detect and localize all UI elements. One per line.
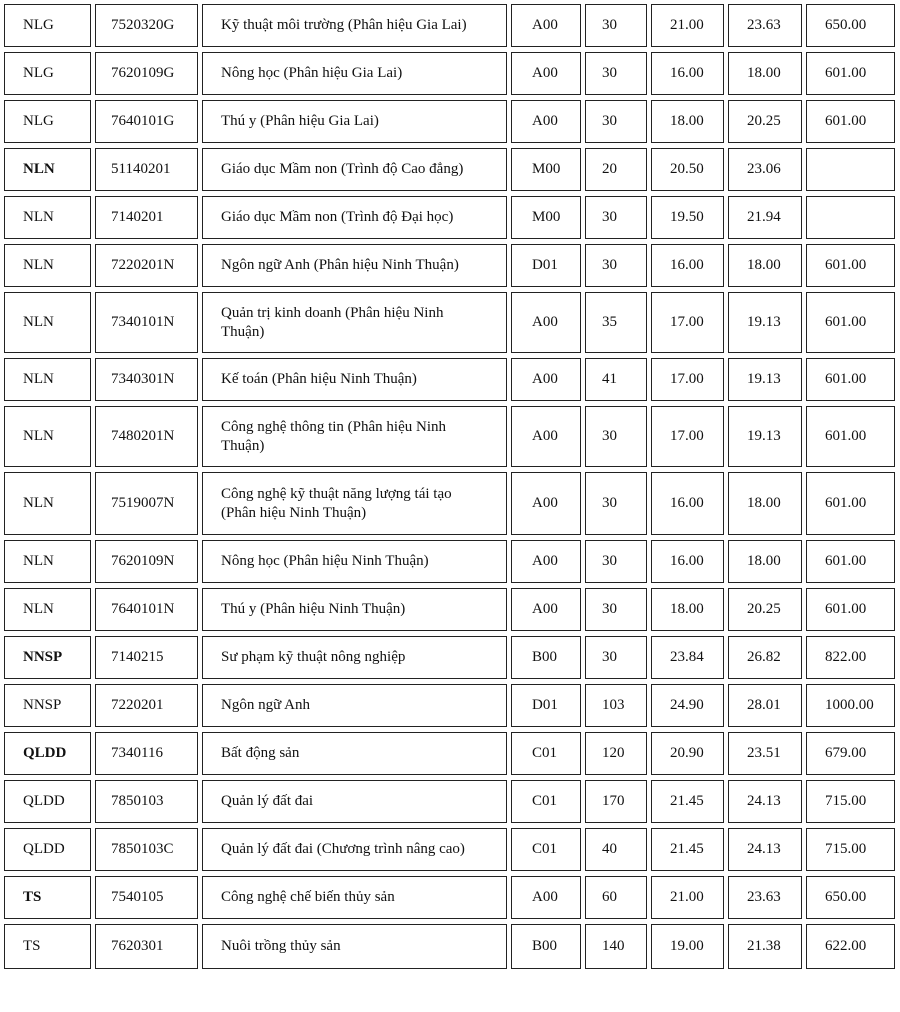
table-row xyxy=(0,472,900,535)
code-cell: 7140215 xyxy=(95,636,198,679)
quota-cell: 40 xyxy=(585,828,647,871)
school-cell: TS xyxy=(4,876,91,919)
quota-cell: 30 xyxy=(585,196,647,239)
table-row xyxy=(0,588,900,631)
score1-cell: 23.84 xyxy=(651,636,724,679)
table-row xyxy=(0,540,900,583)
major-cell: Ngôn ngữ Anh xyxy=(202,684,507,727)
code-cell: 7340101N xyxy=(95,292,198,353)
score3-cell: 601.00 xyxy=(806,472,895,535)
combo-cell: A00 xyxy=(511,540,581,583)
code-cell: 7340116 xyxy=(95,732,198,775)
score3-cell: 601.00 xyxy=(806,244,895,287)
table-row xyxy=(0,780,900,823)
code-cell: 51140201 xyxy=(95,148,198,191)
quota-cell: 30 xyxy=(585,588,647,631)
score3-cell: 622.00 xyxy=(806,924,895,969)
code-cell: 7540105 xyxy=(95,876,198,919)
combo-cell: C01 xyxy=(511,828,581,871)
score1-cell: 20.50 xyxy=(651,148,724,191)
combo-cell: C01 xyxy=(511,780,581,823)
code-cell: 7620109G xyxy=(95,52,198,95)
combo-cell: B00 xyxy=(511,636,581,679)
score3-cell: 601.00 xyxy=(806,588,895,631)
code-cell: 7220201N xyxy=(95,244,198,287)
table-row xyxy=(0,924,900,969)
score3-cell: 1000.00 xyxy=(806,684,895,727)
quota-cell: 30 xyxy=(585,406,647,467)
score3-cell: 679.00 xyxy=(806,732,895,775)
table-row xyxy=(0,732,900,775)
table-row xyxy=(0,244,900,287)
combo-cell: M00 xyxy=(511,148,581,191)
quota-cell: 140 xyxy=(585,924,647,969)
score1-cell: 21.00 xyxy=(651,4,724,47)
school-cell: TS xyxy=(4,924,91,969)
combo-cell: A00 xyxy=(511,588,581,631)
score1-cell: 16.00 xyxy=(651,472,724,535)
major-cell: Thú y (Phân hiệu Gia Lai) xyxy=(202,100,507,143)
combo-cell: C01 xyxy=(511,732,581,775)
score3-cell: 601.00 xyxy=(806,52,895,95)
quota-cell: 170 xyxy=(585,780,647,823)
quota-cell: 30 xyxy=(585,100,647,143)
major-cell: Công nghệ chế biến thủy sản xyxy=(202,876,507,919)
score3-cell: 601.00 xyxy=(806,100,895,143)
score3-cell xyxy=(806,148,895,191)
score1-cell: 17.00 xyxy=(651,358,724,401)
quota-cell: 60 xyxy=(585,876,647,919)
major-cell: Nông học (Phân hiệu Gia Lai) xyxy=(202,52,507,95)
major-cell: Công nghệ thông tin (Phân hiệu Ninh Thuận) xyxy=(202,406,507,467)
quota-cell: 30 xyxy=(585,52,647,95)
table-row xyxy=(0,196,900,239)
code-cell: 7340301N xyxy=(95,358,198,401)
score2-cell: 28.01 xyxy=(728,684,802,727)
combo-cell: A00 xyxy=(511,4,581,47)
table-row xyxy=(0,4,900,47)
code-cell: 7480201N xyxy=(95,406,198,467)
school-cell: NLN xyxy=(4,196,91,239)
combo-cell: D01 xyxy=(511,684,581,727)
code-cell: 7520320G xyxy=(95,4,198,47)
score1-cell: 24.90 xyxy=(651,684,724,727)
school-cell: NLG xyxy=(4,100,91,143)
school-cell: NLN xyxy=(4,472,91,535)
school-cell: NLN xyxy=(4,292,91,353)
score2-cell: 18.00 xyxy=(728,52,802,95)
combo-cell: A00 xyxy=(511,100,581,143)
combo-cell: A00 xyxy=(511,52,581,95)
table-row xyxy=(0,52,900,95)
score2-cell: 21.38 xyxy=(728,924,802,969)
combo-cell: A00 xyxy=(511,292,581,353)
combo-cell: A00 xyxy=(511,358,581,401)
quota-cell: 103 xyxy=(585,684,647,727)
score2-cell: 18.00 xyxy=(728,472,802,535)
score1-cell: 19.00 xyxy=(651,924,724,969)
score1-cell: 21.45 xyxy=(651,828,724,871)
major-cell: Giáo dục Mầm non (Trình độ Đại học) xyxy=(202,196,507,239)
score3-cell: 715.00 xyxy=(806,780,895,823)
major-cell: Quản trị kinh doanh (Phân hiệu Ninh Thuận) xyxy=(202,292,507,353)
table-row xyxy=(0,684,900,727)
school-cell: NLG xyxy=(4,52,91,95)
school-cell: QLDD xyxy=(4,732,91,775)
score1-cell: 21.00 xyxy=(651,876,724,919)
table-row xyxy=(0,406,900,467)
score3-cell: 601.00 xyxy=(806,540,895,583)
combo-cell: D01 xyxy=(511,244,581,287)
score3-cell: 601.00 xyxy=(806,358,895,401)
score2-cell: 19.13 xyxy=(728,292,802,353)
quota-cell: 30 xyxy=(585,244,647,287)
score2-cell: 19.13 xyxy=(728,406,802,467)
school-cell: NLN xyxy=(4,148,91,191)
combo-cell: A00 xyxy=(511,406,581,467)
score1-cell: 19.50 xyxy=(651,196,724,239)
school-cell: NNSP xyxy=(4,684,91,727)
school-cell: QLDD xyxy=(4,828,91,871)
score2-cell: 23.63 xyxy=(728,876,802,919)
school-cell: NLN xyxy=(4,588,91,631)
major-cell: Quản lý đất đai (Chương trình nâng cao) xyxy=(202,828,507,871)
major-cell: Giáo dục Mầm non (Trình độ Cao đẳng) xyxy=(202,148,507,191)
quota-cell: 30 xyxy=(585,636,647,679)
score2-cell: 26.82 xyxy=(728,636,802,679)
school-cell: NLN xyxy=(4,358,91,401)
score2-cell: 24.13 xyxy=(728,828,802,871)
score3-cell xyxy=(806,196,895,239)
major-cell: Nuôi trồng thủy sản xyxy=(202,924,507,969)
code-cell: 7850103C xyxy=(95,828,198,871)
school-cell: NLN xyxy=(4,406,91,467)
score1-cell: 18.00 xyxy=(651,100,724,143)
quota-cell: 30 xyxy=(585,472,647,535)
combo-cell: A00 xyxy=(511,876,581,919)
quota-cell: 20 xyxy=(585,148,647,191)
code-cell: 7620109N xyxy=(95,540,198,583)
score3-cell: 650.00 xyxy=(806,4,895,47)
score2-cell: 23.51 xyxy=(728,732,802,775)
quota-cell: 30 xyxy=(585,4,647,47)
table-row xyxy=(0,358,900,401)
code-cell: 7519007N xyxy=(95,472,198,535)
school-cell: QLDD xyxy=(4,780,91,823)
score2-cell: 20.25 xyxy=(728,588,802,631)
code-cell: 7640101N xyxy=(95,588,198,631)
code-cell: 7220201 xyxy=(95,684,198,727)
major-cell: Ngôn ngữ Anh (Phân hiệu Ninh Thuận) xyxy=(202,244,507,287)
major-cell: Sư phạm kỹ thuật nông nghiệp xyxy=(202,636,507,679)
code-cell: 7620301 xyxy=(95,924,198,969)
table-row xyxy=(0,148,900,191)
major-cell: Nông học (Phân hiệu Ninh Thuận) xyxy=(202,540,507,583)
score2-cell: 23.63 xyxy=(728,4,802,47)
code-cell: 7640101G xyxy=(95,100,198,143)
score2-cell: 18.00 xyxy=(728,540,802,583)
score1-cell: 16.00 xyxy=(651,540,724,583)
score1-cell: 16.00 xyxy=(651,244,724,287)
score1-cell: 20.90 xyxy=(651,732,724,775)
school-cell: NLN xyxy=(4,244,91,287)
major-cell: Công nghệ kỹ thuật năng lượng tái tạo (Phân hiệu Ninh Thuận) xyxy=(202,472,507,535)
table-row xyxy=(0,828,900,871)
quota-cell: 41 xyxy=(585,358,647,401)
score3-cell: 650.00 xyxy=(806,876,895,919)
school-cell: NLN xyxy=(4,540,91,583)
score2-cell: 21.94 xyxy=(728,196,802,239)
score3-cell: 601.00 xyxy=(806,406,895,467)
score2-cell: 24.13 xyxy=(728,780,802,823)
major-cell: Thú y (Phân hiệu Ninh Thuận) xyxy=(202,588,507,631)
table-row xyxy=(0,876,900,919)
score1-cell: 16.00 xyxy=(651,52,724,95)
major-cell: Bất động sản xyxy=(202,732,507,775)
score2-cell: 18.00 xyxy=(728,244,802,287)
combo-cell: B00 xyxy=(511,924,581,969)
score3-cell: 715.00 xyxy=(806,828,895,871)
score3-cell: 601.00 xyxy=(806,292,895,353)
school-cell: NNSP xyxy=(4,636,91,679)
score2-cell: 23.06 xyxy=(728,148,802,191)
score2-cell: 19.13 xyxy=(728,358,802,401)
table-row xyxy=(0,636,900,679)
major-cell: Quản lý đất đai xyxy=(202,780,507,823)
score1-cell: 17.00 xyxy=(651,292,724,353)
quota-cell: 30 xyxy=(585,540,647,583)
quota-cell: 120 xyxy=(585,732,647,775)
code-cell: 7850103 xyxy=(95,780,198,823)
school-cell: NLG xyxy=(4,4,91,47)
score1-cell: 18.00 xyxy=(651,588,724,631)
table-row xyxy=(0,100,900,143)
score2-cell: 20.25 xyxy=(728,100,802,143)
score1-cell: 17.00 xyxy=(651,406,724,467)
score1-cell: 21.45 xyxy=(651,780,724,823)
score3-cell: 822.00 xyxy=(806,636,895,679)
quota-cell: 35 xyxy=(585,292,647,353)
table-row xyxy=(0,292,900,353)
combo-cell: M00 xyxy=(511,196,581,239)
combo-cell: A00 xyxy=(511,472,581,535)
major-cell: Kế toán (Phân hiệu Ninh Thuận) xyxy=(202,358,507,401)
major-cell: Kỹ thuật môi trường (Phân hiệu Gia Lai) xyxy=(202,4,507,47)
code-cell: 7140201 xyxy=(95,196,198,239)
